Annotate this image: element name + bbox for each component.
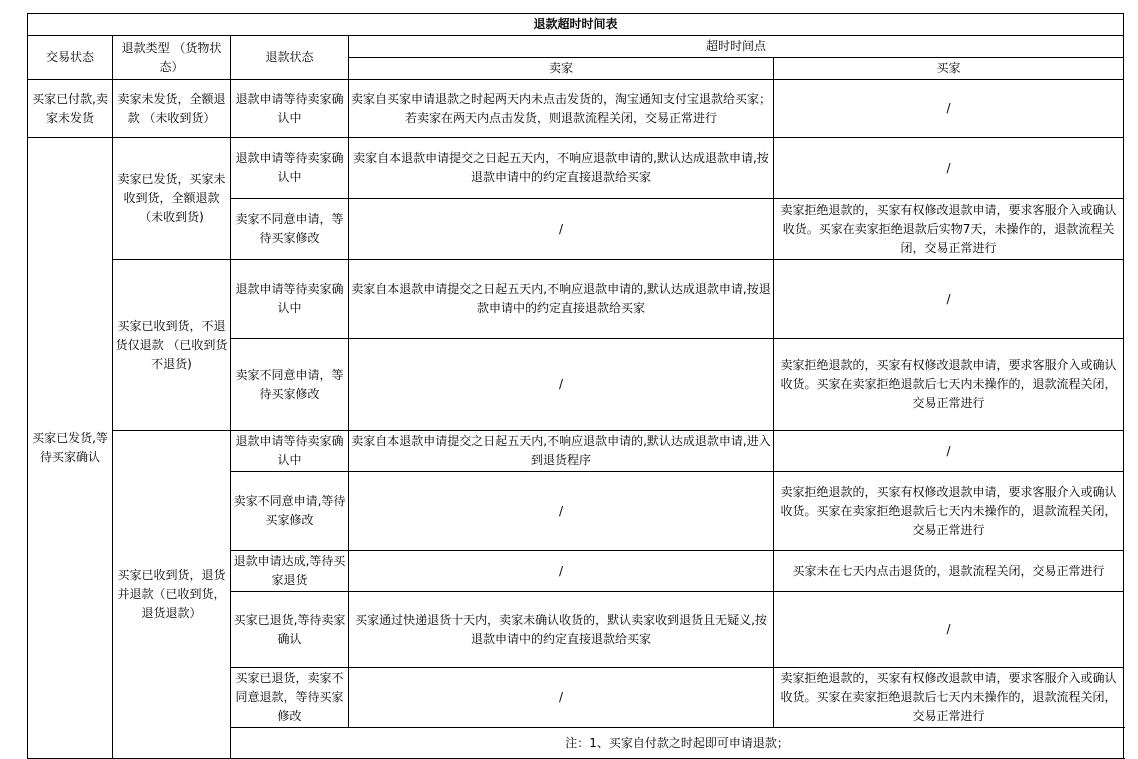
buyer-cell: / — [774, 431, 1124, 472]
table-row — [28, 80, 1124, 138]
header-trade-status: 交易状态 — [28, 36, 113, 80]
buyer-cell: 卖家拒绝退款的，买家有权修改退款申请，要求客服介入或确认收货。买家在卖家拒绝退款后七天内未操作的，退款流程关闭，交易正常进行 — [774, 339, 1124, 431]
buyer-cell: / — [774, 80, 1124, 138]
seller-cell: / — [349, 339, 774, 431]
table-row — [28, 138, 1124, 199]
buyer-cell: 卖家拒绝退款的，买家有权修改退款申请，要求客服介入或确认收货。买家在卖家拒绝退款后七天内未操作的，退款流程关闭，交易正常进行 — [774, 472, 1124, 551]
seller-cell: 卖家自本退款申请提交之日起五天内,不响应退款申请的,默认达成退款申请,进入到退货程序 — [349, 431, 774, 472]
refund-status-cell: 退款申请等待卖家确认中 — [231, 260, 349, 339]
refund-type-cell: 卖家已发货，买家未收到货，全额退款 （未收到货) — [113, 138, 231, 260]
refund-timeout-table — [27, 13, 1124, 759]
refund-status-cell: 买家已退货,等待卖家确认 — [231, 592, 349, 668]
refund-status-cell: 退款申请等待卖家确认中 — [231, 138, 349, 199]
refund-status-cell: 卖家不同意申请,等待买家修改 — [231, 472, 349, 551]
seller-cell: / — [349, 199, 774, 260]
buyer-cell: / — [774, 592, 1124, 668]
header-seller: 卖家 — [349, 58, 774, 80]
refund-type-cell: 卖家未发货，全额退款 （未收到货） — [113, 80, 231, 138]
table-title: 退款超时时间表 — [28, 14, 1124, 36]
seller-cell: 买家通过快递退货十天内，卖家未确认收货的，默认卖家收到退货且无疑义,按退款申请中的约定直接退款给买家 — [349, 592, 774, 668]
seller-cell: 卖家自本退款申请提交之日起五天内,不响应退款申请的,默认达成退款申请,按退款申请中的约定直接退款给买家 — [349, 260, 774, 339]
seller-cell: / — [349, 472, 774, 551]
buyer-cell: 买家未在七天内点击退货的，退款流程关闭，交易正常进行 — [774, 551, 1124, 592]
trade-status-cell: 买家已付款,卖家未发货 — [28, 80, 113, 138]
refund-type-cell: 买家已收到货，不退货仅退款 （已收到货不退货) — [113, 260, 231, 431]
header-refund-status: 退款状态 — [231, 36, 349, 80]
seller-cell: / — [349, 668, 774, 728]
header-buyer: 买家 — [774, 58, 1124, 80]
seller-cell: 卖家自买家申请退款之时起两天内未点击发货的，淘宝通知支付宝退款给买家；若卖家在两天内点击发货，则退款流程关闭，交易正常进行 — [349, 80, 774, 138]
buyer-cell: 卖家拒绝退款的，买家有权修改退款申请，要求客服介入或确认收货。买家在卖家拒绝退款后实物7天，未操作的，退款流程关闭，交易正常进行 — [774, 199, 1124, 260]
refund-status-cell: 买家已退货，卖家不同意退款，等待买家修改 — [231, 668, 349, 728]
refund-status-cell: 卖家不同意申请，等待买家修改 — [231, 199, 349, 260]
table-row — [28, 260, 1124, 339]
header-timeout-point: 超时时间点 — [349, 36, 1124, 58]
refund-status-cell: 退款申请达成,等待买家退货 — [231, 551, 349, 592]
buyer-cell: / — [774, 260, 1124, 339]
refund-type-cell: 买家已收到货，退货并退款（已收到货，退货退款） — [113, 431, 231, 759]
table-row — [28, 431, 1124, 472]
refund-status-cell: 卖家不同意申请，等待买家修改 — [231, 339, 349, 431]
trade-status-cell: 买家已发货,等待买家确认 — [28, 138, 113, 759]
seller-cell: 卖家自本退款申请提交之日起五天内，不响应退款申请的,默认达成退款申请,按退款申请中的约定直接退款给买家 — [349, 138, 774, 199]
seller-cell: / — [349, 551, 774, 592]
table-note: 注：1、买家自付款之时起即可申请退款； — [231, 728, 1124, 759]
refund-status-cell: 退款申请等待卖家确认中 — [231, 431, 349, 472]
buyer-cell: 卖家拒绝退款的，买家有权修改退款申请，要求客服介入或确认收货。买家在卖家拒绝退款后七天内未操作的，退款流程关闭，交易正常进行 — [774, 668, 1124, 728]
header-refund-type: 退款类型 （货物状态） — [113, 36, 231, 80]
refund-status-cell: 退款申请等待卖家确认中 — [231, 80, 349, 138]
buyer-cell: / — [774, 138, 1124, 199]
